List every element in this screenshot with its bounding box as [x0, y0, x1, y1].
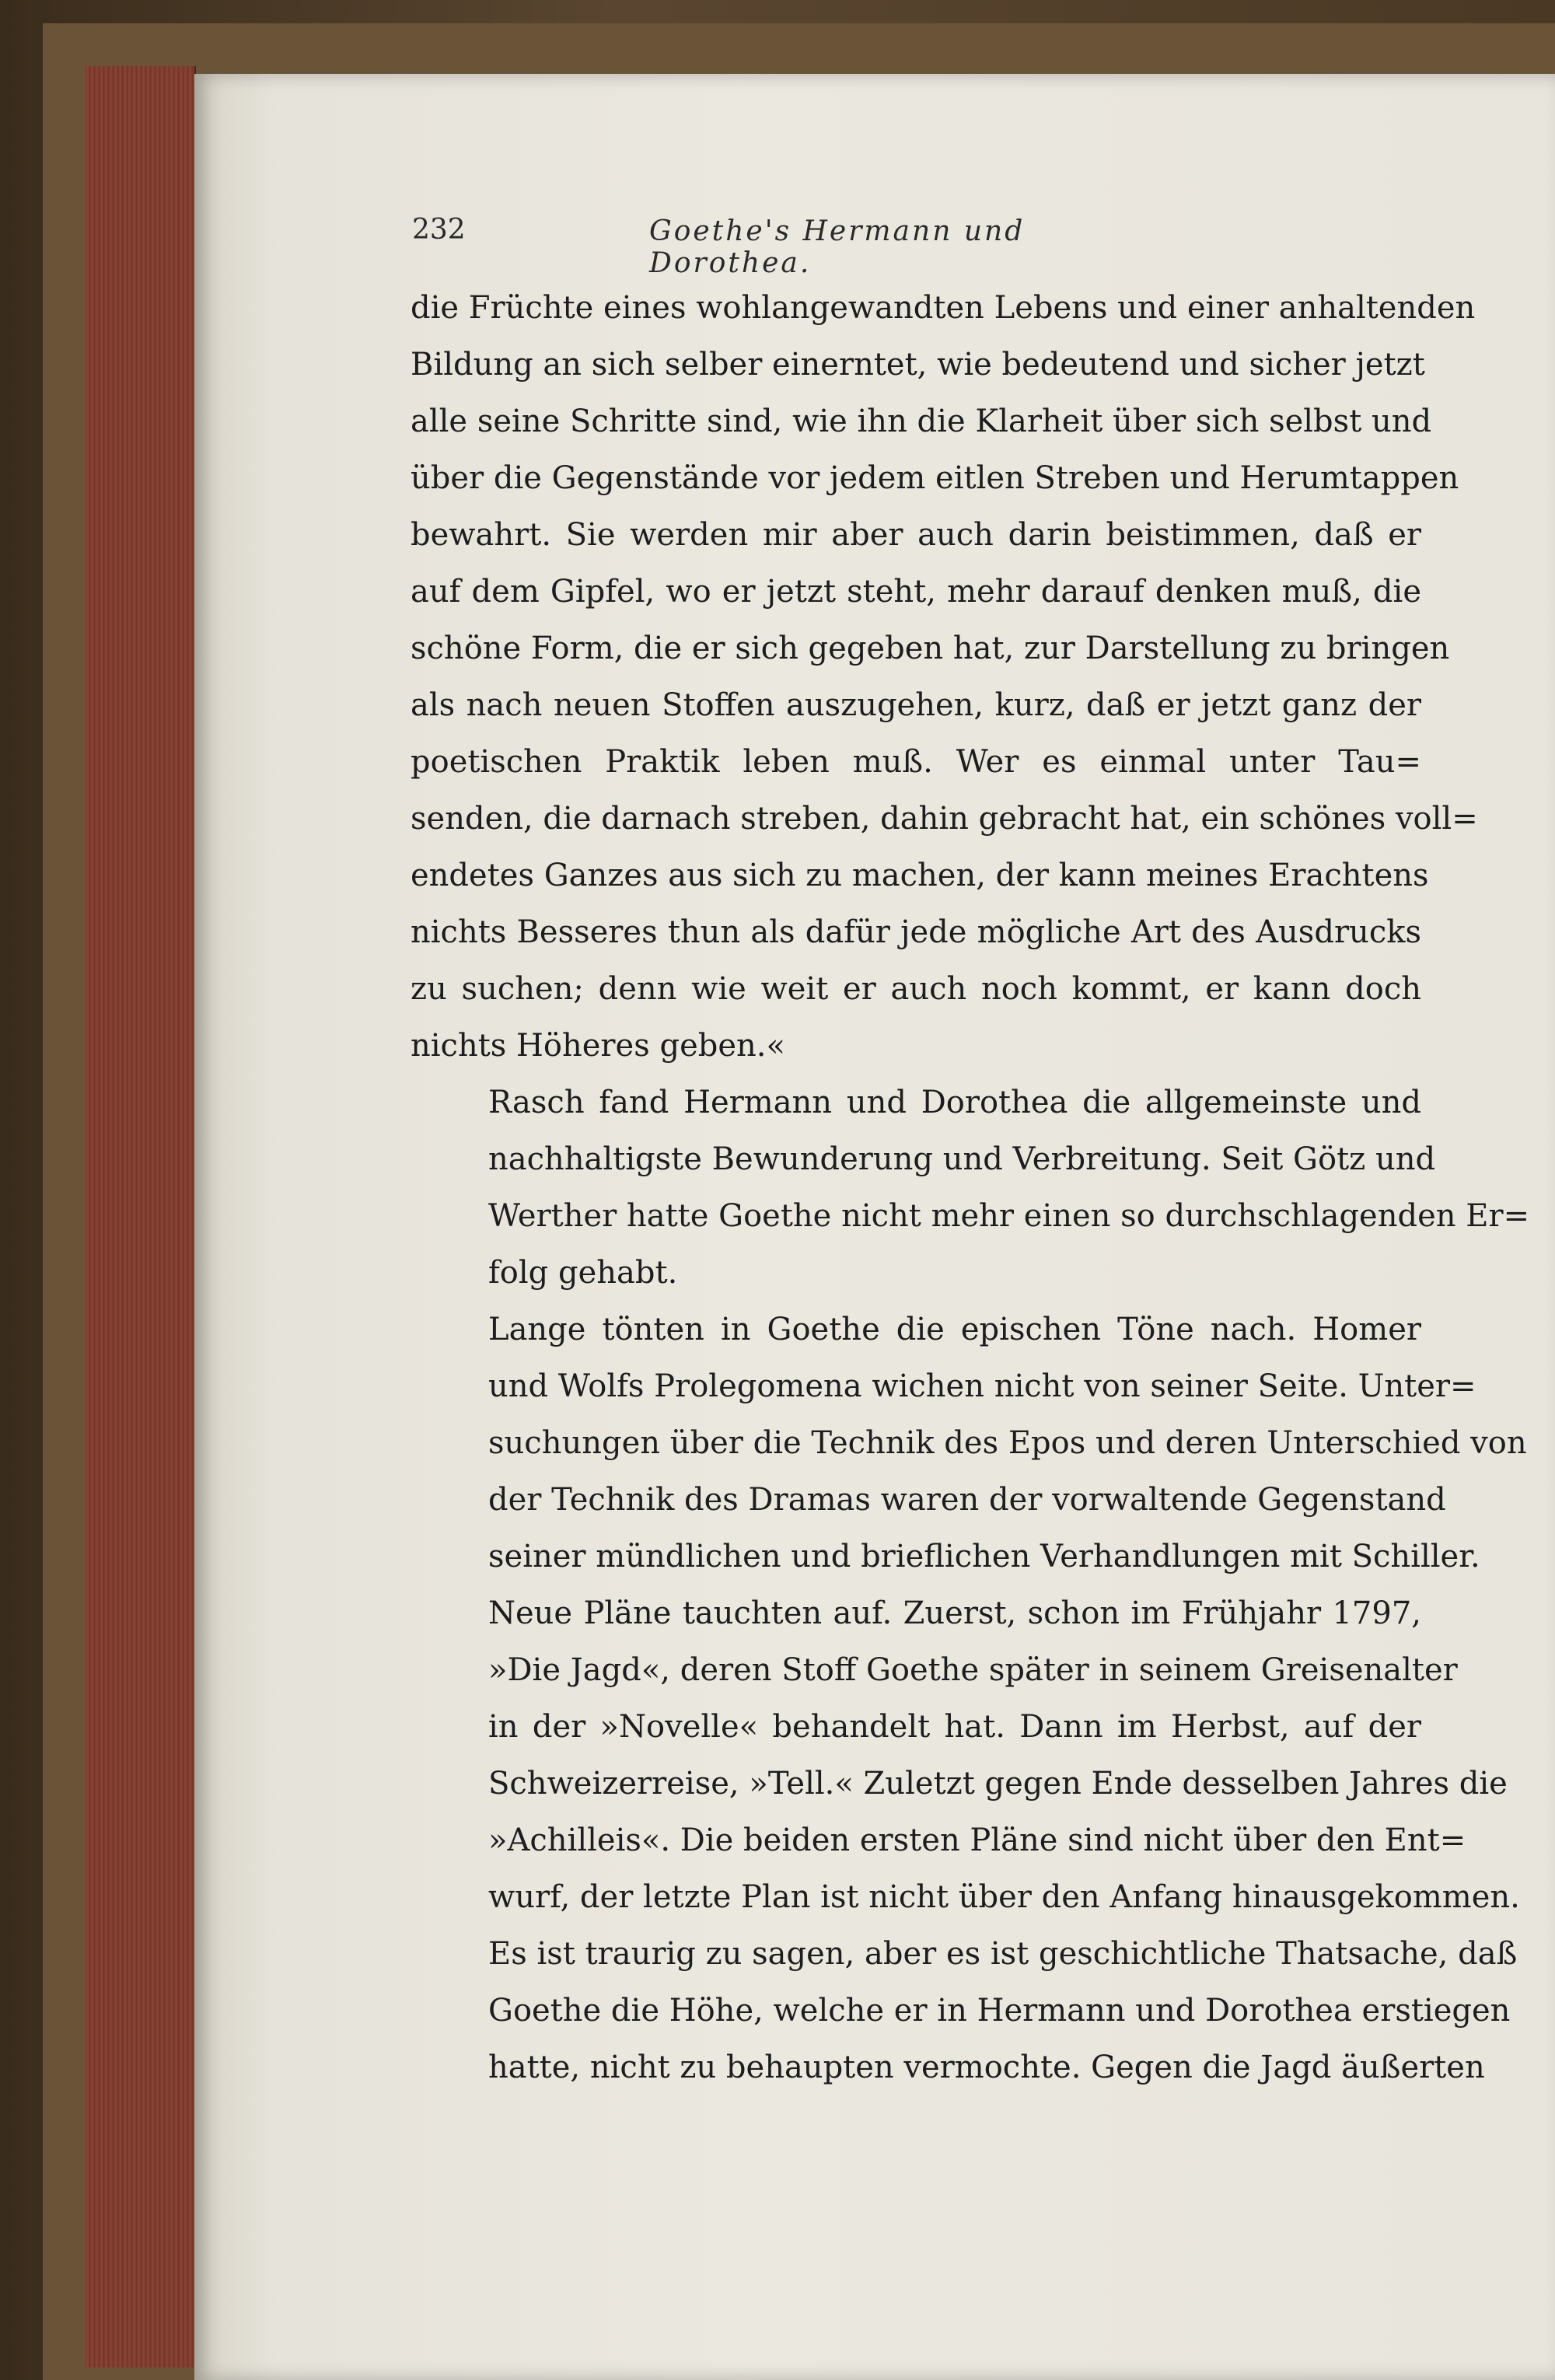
- text-line: folg gehabt.: [488, 1255, 678, 1291]
- text-line: die Früchte eines wohlangewandten Lebens und einer anhaltenden: [411, 290, 1476, 326]
- text-line: seiner mündlichen und brieflichen Verhandlungen mit Schiller.: [488, 1539, 1480, 1574]
- paragraph-1: [411, 280, 1478, 1075]
- text-line: bewahrt. Sie werden mir aber auch darin beistimmen, daß er: [411, 517, 1421, 553]
- text-line: »Achilleis«. Die beiden ersten Pläne sind nicht über den Ent=: [488, 1823, 1466, 1858]
- page-header: [412, 214, 1190, 279]
- text-line: endetes Ganzes aus sich zu machen, der kann meines Erachtens: [411, 858, 1429, 893]
- text-line: nichts Besseres thun als dafür jede mögliche Art des Ausdrucks: [411, 914, 1421, 950]
- text-line: hatte, nicht zu behaupten vermochte. Gegen die Jagd äußerten: [488, 2050, 1485, 2085]
- page-edges: [86, 66, 196, 2368]
- text-line: Bildung an sich selber einerntet, wie bedeutend und sicher jetzt: [411, 347, 1425, 383]
- paragraph-2: [411, 1075, 1530, 1302]
- text-line: als nach neuen Stoffen auszugehen, kurz, daß er jetzt ganz der: [411, 687, 1421, 723]
- paragraph-3: [411, 1302, 1527, 2096]
- text-line: über die Gegenstände vor jedem eitlen Streben und Herumtappen: [411, 460, 1459, 496]
- text-line: nichts Höheres geben.«: [411, 1028, 785, 1064]
- text-line: senden, die darnach streben, dahin gebracht hat, ein schönes voll=: [411, 801, 1478, 837]
- text-line: in der »Novelle« behandelt hat. Dann im Herbst, auf der: [488, 1709, 1421, 1745]
- text-line: suchungen über die Technik des Epos und deren Unterschied von: [488, 1425, 1527, 1461]
- page-number: 232: [412, 214, 466, 246]
- text-line: der Technik des Dramas waren der vorwaltende Gegenstand: [488, 1482, 1446, 1518]
- text-line: Lange tönten in Goethe die epischen Töne nach. Homer: [488, 1312, 1421, 1347]
- text-line: Rasch fand Hermann und Dorothea die allgemeinste und: [488, 1085, 1421, 1120]
- text-line: alle seine Schritte sind, wie ihn die Klarheit über sich selbst und: [411, 404, 1432, 439]
- text-line: Goethe die Höhe, welche er in Hermann und Dorothea erstiegen: [488, 1993, 1511, 2029]
- text-line: nachhaltigste Bewunderung und Verbreitung. Seit Götz und: [488, 1141, 1436, 1177]
- text-line: und Wolfs Prolegomena wichen nicht von seiner Seite. Unter=: [488, 1368, 1476, 1404]
- text-line: Es ist traurig zu sagen, aber es ist geschichtliche Thatsache, daß: [488, 1936, 1518, 1972]
- text-line: auf dem Gipfel, wo er jetzt steht, mehr darauf denken muß, die: [411, 574, 1421, 610]
- body-text: [411, 280, 1530, 2096]
- running-title: Goethe's Hermann und Dorothea.: [649, 215, 1026, 279]
- text-line: Neue Pläne tauchten auf. Zuerst, schon im Frühjahr 1797,: [488, 1595, 1421, 1631]
- text-line: Schweizerreise, »Tell.« Zuletzt gegen Ende desselben Jahres die: [488, 1766, 1508, 1802]
- text-line: »Die Jagd«, deren Stoff Goethe später in seinem Greisenalter: [488, 1652, 1458, 1688]
- text-line: schöne Form, die er sich gegeben hat, zur Darstellung zu bringen: [411, 631, 1450, 666]
- text-line: Werther hatte Goethe nicht mehr einen so durchschlagenden Er=: [488, 1198, 1530, 1234]
- text-line: zu suchen; denn wie weit er auch noch kommt, er kann doch: [411, 971, 1421, 1007]
- text-line: poetischen Praktik leben muß. Wer es einmal unter Tau=: [411, 744, 1421, 780]
- text-line: wurf, der letzte Plan ist nicht über den Anfang hinausgekommen.: [488, 1879, 1520, 1915]
